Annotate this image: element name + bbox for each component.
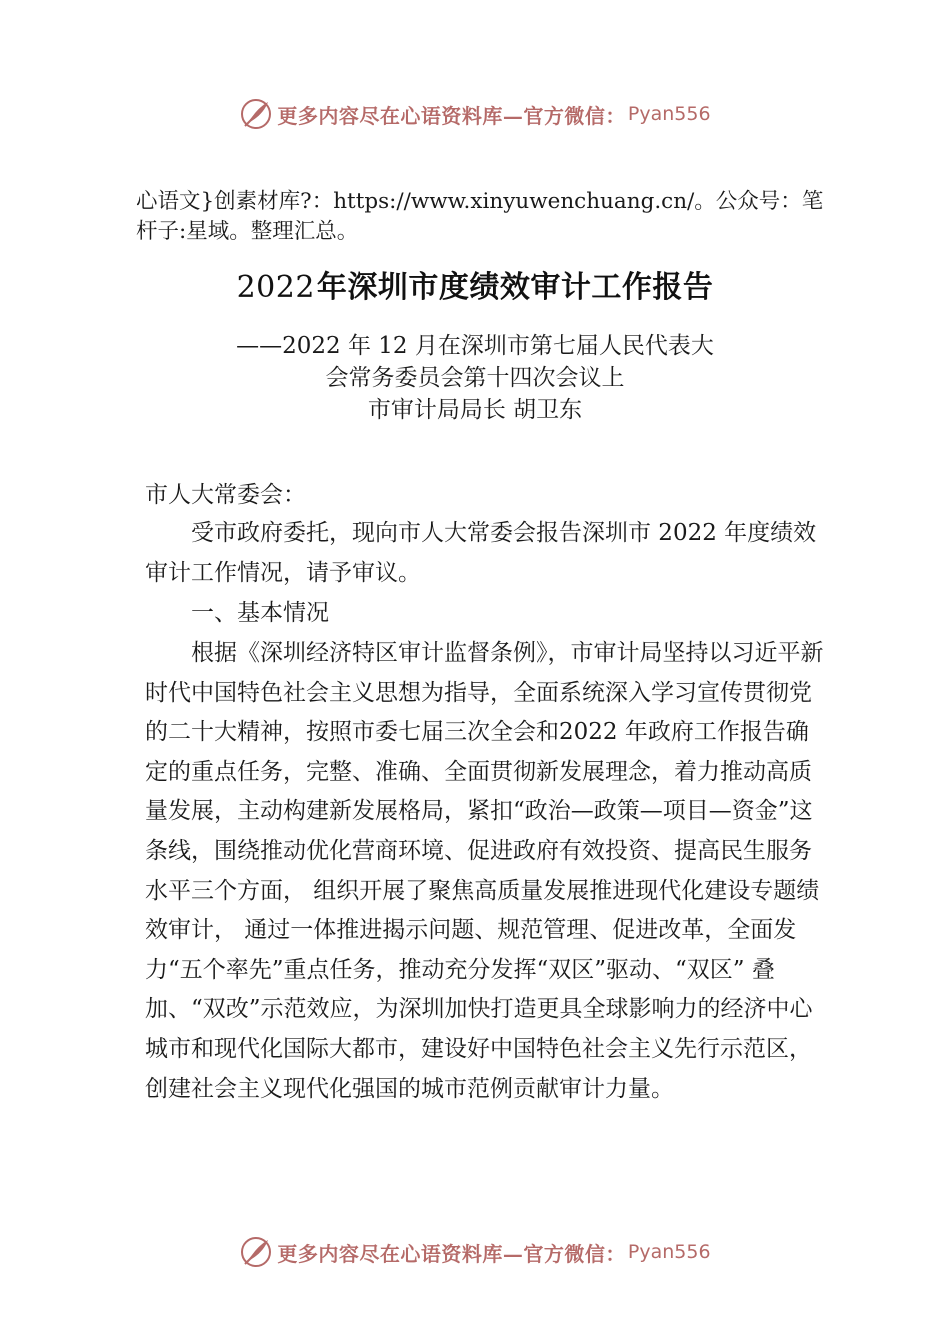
footer-banner-id: Pyan556 <box>627 1241 711 1263</box>
subtitle-line-1: ——2022 年 12 月在深圳市第七届人民代表大 <box>236 333 714 359</box>
subtitle-line-3: 市审计局局长 胡卫东 <box>367 397 583 423</box>
subtitle-line-2: 会常务委员会第十四次会议上 <box>325 365 625 391</box>
paragraph-basic: 根据《深圳经济特区审计监督条例》，市审计局坚持以习近平新时代中国特色社会主义思想为指导，全面系统深入学习宣传贯彻党的二十大精神，按照市委七届三次全会和2022 年政府工作报告确定的重点任务，完整、准确、全面贯彻新发展理念，着力推动高质量发展，主动构建新发展格局，紧扣“政治—政策—项目—资金”这条线，围绕推动优化营商环境、促进政府有效投资、提高民生服务水平三个方面， 组织开展了聚焦高质量发展推进现代化建设专题绩效审计， 通过一体推进揭示问题、规范管理、促进改革，全面发力“五个率先”重点任务，推动充分发挥“双区”驱动、“双区” 叠加、“双改”示范效应，为深圳加快打造更具全球影响力的经济中心城市和现代化国际大都市，建设好中国特色社会主义先行示范区，创建社会主义现代化强国的城市范例贡献审计力量。 <box>145 640 824 1102</box>
quill-logo-icon <box>239 97 273 131</box>
footer-banner <box>0 1232 950 1272</box>
source-line: 心语文}创素材库?：https://www.xinyuwenchuang.cn/。公众号：笔杆子:星域。整理汇总。 <box>136 189 824 244</box>
header-banner-text: 更多内容尽在心语资料库—官方微信： <box>277 103 626 128</box>
header-banner-id: Pyan556 <box>627 103 711 125</box>
paragraph-intro: 受市政府委托，现向市人大常委会报告深圳市 2022 年度绩效审计工作情况，请予审议。 <box>145 520 817 586</box>
header-banner <box>0 94 950 134</box>
section-heading-basic: 一、基本情况 <box>191 600 329 626</box>
footer-banner-text: 更多内容尽在心语资料库—官方微信： <box>277 1241 626 1266</box>
salutation: 市人大常委会： <box>145 482 306 508</box>
title-year: 2022 <box>236 270 315 305</box>
page-title <box>0 262 950 306</box>
quill-logo-icon <box>239 1235 273 1269</box>
title-main: 年深圳市度绩效审计工作报告 <box>316 270 714 305</box>
